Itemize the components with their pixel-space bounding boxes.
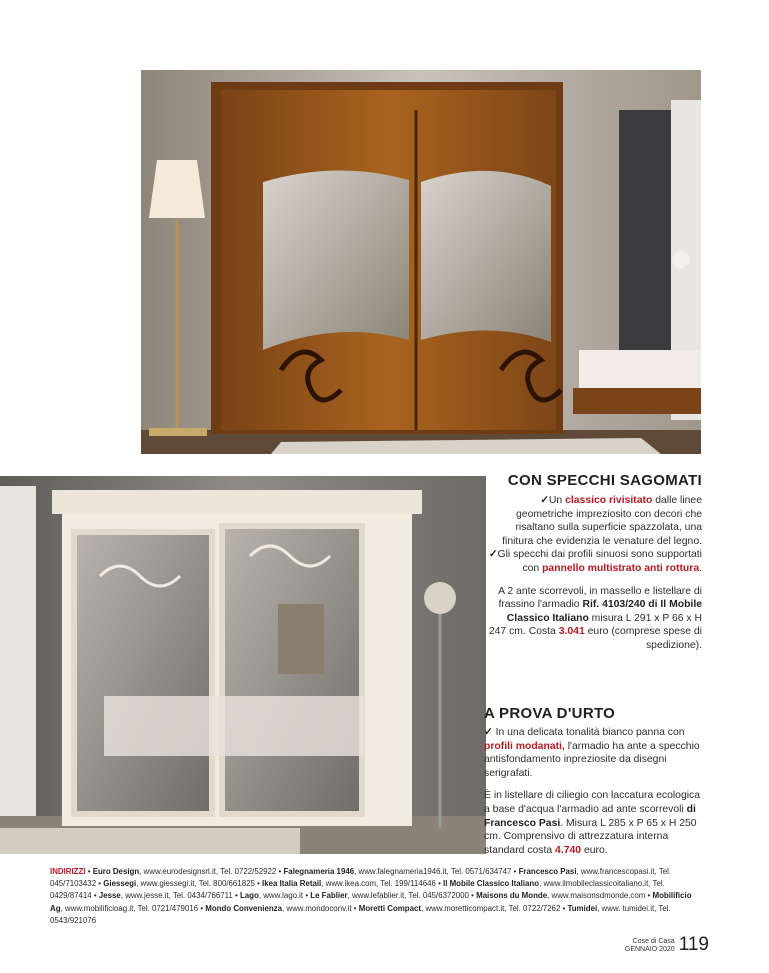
address-info: , www.mobilificioag.it, Tel. 0721/479016 xyxy=(60,903,199,913)
bullet-separator: • xyxy=(276,867,284,876)
address-info: , www.ilmobileclassicoitaliano.it, Tel. 0429/87414 xyxy=(50,879,665,901)
address-name: Giessegi xyxy=(103,879,137,889)
address-name: Il Mobile Classico Italiano xyxy=(443,879,540,889)
page-folio xyxy=(625,935,709,954)
check-icon: ✓ xyxy=(488,549,498,561)
address-name: Jesse xyxy=(98,891,121,901)
bullet-separator: • xyxy=(232,891,240,901)
address-info: , www.ikea.com, Tel. 199/114646 xyxy=(321,879,436,889)
addresses-list xyxy=(50,867,692,925)
address-name: Mondo Convenienza xyxy=(205,903,282,913)
magazine-name: Cose di Casa xyxy=(632,938,675,945)
product-description: È in listellare di ciliegio con laccatura ecologica a base d'acqua l'armadio ad ante scorrevoli di Francesco Pasi. Misura L 285 x P 65 x H 250 cm. Comprensivo di attrezzatura interna standard costa 4.740 euro. xyxy=(484,790,701,856)
address-info: , www.jesse.it, Tel. 0434/766711 xyxy=(120,891,233,901)
address-name: Falegnameria 1946 xyxy=(283,867,355,876)
address-name: Lago xyxy=(239,891,259,901)
bullet-separator: • xyxy=(303,891,311,901)
addresses-footer xyxy=(50,866,702,927)
address-info: , www.giessegi.it, Tel. 800/661825 xyxy=(136,879,255,889)
bullet-separator: • xyxy=(96,879,104,889)
photo-white-wardrobe xyxy=(0,476,486,854)
address-name: Le Fablier xyxy=(310,891,348,901)
address-info: , www.maisonsdmonde.com xyxy=(547,891,646,901)
white-wardrobe-illustration xyxy=(0,476,486,854)
bullet-separator: • xyxy=(435,879,444,889)
address-info: , www.moretticompact.it, Tel. 0722/7262 xyxy=(421,903,561,913)
bullet-separator: • xyxy=(87,867,93,876)
bullet-separator: • xyxy=(198,903,206,913)
bullet-separator: • xyxy=(511,867,519,876)
magazine-issue: GENNAIO 2020 xyxy=(624,946,675,953)
bullet-paragraph: ✓Gli specchi dai profili sinuosi sono supportati con pannello multistrato anti rottura. xyxy=(488,549,702,574)
address-name: Tumidei xyxy=(567,903,598,913)
address-name: Maisons du Monde xyxy=(476,891,548,901)
price: 3.041 xyxy=(558,626,585,638)
bullet-separator: • xyxy=(468,891,477,901)
address-name: Moretti Compact xyxy=(358,903,422,913)
wooden-wardrobe-illustration xyxy=(141,70,701,454)
page-number: 119 xyxy=(678,934,709,955)
bullet-separator: • xyxy=(351,903,359,913)
bullet-separator: • xyxy=(560,903,568,913)
address-info: , www. tumidei.it, Tel. 0543/921076 xyxy=(50,903,671,925)
address-name: Mobilificio Ag xyxy=(50,891,692,913)
addresses-label: INDIRIZZI xyxy=(50,867,86,876)
price: 4.740 xyxy=(555,844,582,856)
bullet-paragraph: ✓ In una delicata tonalità bianco panna con profili modanati, l'armadio ha ante a specchio antisfondamento inpreziosite da disegni serigrafati. xyxy=(484,727,700,779)
address-info: , www.francescopasi.it, Tel. 045/7103432 xyxy=(50,867,672,889)
address-info: , www.lago.it xyxy=(258,891,304,901)
bullet-paragraph: ✓Un classico rivisitato dalle linee geometriche impreziosito con decori che risaltano sulla superficie spazzolata, una finitura che evidenzia le venature del legno. xyxy=(502,495,702,547)
bullet-separator: • xyxy=(645,891,653,901)
section-prova-urto xyxy=(484,705,704,857)
check-icon: ✓ xyxy=(484,727,493,738)
address-name: Euro Design xyxy=(92,867,140,876)
section-title: CON SPECCHI SAGOMATI xyxy=(507,472,702,489)
address-info: , www.eurodesignsrl.it, Tel. 0722/52922 xyxy=(139,867,277,876)
section-specchi-sagomati xyxy=(487,472,702,653)
address-name: Ikea Italia Retail xyxy=(262,879,322,889)
product-description: A 2 ante scorrevoli, in massello e listellare di frassino l'armadio Rif. 4103/240 di Il Mobile Classico Italiano misura L 291 x P 66 x H 247 cm. Costa 3.041 euro (comprese spese di spedizione). xyxy=(488,585,702,651)
magazine-info xyxy=(625,938,675,954)
address-info: , www.falegnameria1946.it, Tel. 0571/634747 xyxy=(354,867,512,876)
check-icon: ✓ xyxy=(540,495,549,506)
bullet-separator: • xyxy=(254,879,263,889)
address-info: , www.lefablier.it, Tel. 045/6372000 xyxy=(347,891,469,901)
bullet-separator: • xyxy=(91,891,99,901)
section-title: A PROVA D'URTO xyxy=(484,705,616,722)
photo-wooden-wardrobe xyxy=(141,70,701,454)
address-name: Francesco Pasi xyxy=(518,867,577,876)
address-info: , www.mondoconv.it xyxy=(282,903,352,913)
